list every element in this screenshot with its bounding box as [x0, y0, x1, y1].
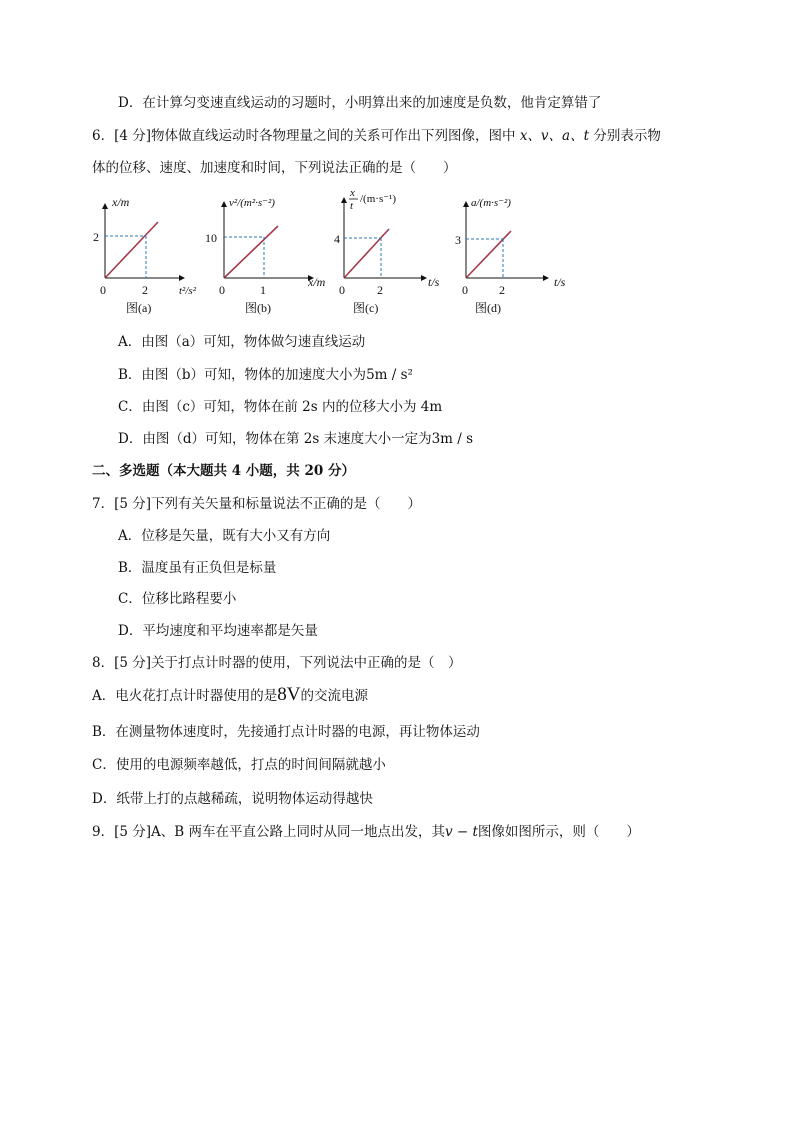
q6-stem-pre: 6．[4 分]物体做直线运动时各物理量之间的关系可作出下列图像，图中	[92, 128, 516, 144]
figure-b-xtick: 1	[260, 283, 266, 297]
figure-a-origin: 0	[100, 283, 106, 297]
q5-option-d: D．在计算匀变速直线运动的习题时，小明算出来的加速度是负数，他肯定算错了	[118, 95, 602, 111]
q8-option-a-post: 的交流电源	[300, 688, 368, 704]
figure-c-origin: 0	[339, 283, 345, 297]
figure-b	[205, 197, 326, 315]
q6-option-b-text: B．由图（b）可知，物体的加速度大小为	[118, 367, 367, 383]
figure-c-xtick: 2	[377, 283, 383, 297]
figure-a-xtick: 2	[142, 283, 148, 297]
figure-c-ylabel-num: x	[350, 187, 355, 199]
q6-option-d	[118, 430, 473, 448]
figure-b-xlabel: x/m	[308, 275, 326, 289]
figure-b-ylabel: v²/(m²·s⁻²)	[229, 197, 275, 209]
figure-c	[334, 187, 440, 315]
q7-option-b: B．温度虽有正负但是标量	[118, 560, 277, 576]
figure-c-ylabel: /(m·s⁻¹)	[360, 193, 396, 205]
q8-option-c: C．使用的电源频率越低，打点的时间间隔就越小	[92, 757, 386, 773]
figure-d-xlabel: t/s	[554, 275, 566, 289]
q6-option-c: C．由图（c）可知，物体在前 2s 内的位移大小为 4m	[118, 399, 443, 415]
figure-a-line	[105, 222, 158, 278]
q6-stem-post: 分别表示物	[593, 128, 661, 144]
figure-d-xtick: 2	[499, 283, 505, 297]
q6-stem-vars: x、v、a、t	[519, 128, 590, 144]
q7-option-d: D．平均速度和平均速率都是矢量	[118, 623, 318, 639]
figure-c-ylabel-den: t	[350, 200, 354, 212]
section-title: 二、多选题（本大题共 4 小题，共 20 分）	[92, 463, 355, 479]
q9-stem-pre: 9．[5 分]A、B 两车在平直公路上同时从同一地点出发，其	[92, 824, 445, 840]
q6-option-d-text: D．由图（d）可知，物体在第 2s 末速度大小一定为	[118, 431, 432, 447]
q7-option-a: A．位移是矢量，既有大小又有方向	[118, 528, 331, 544]
figure-b-line	[224, 226, 278, 278]
q8-option-a-value: 8V	[277, 684, 301, 705]
figure-a-caption: 图(a)	[126, 301, 152, 315]
figure-a-xlabel: t²/s²	[179, 285, 196, 297]
q6-option-a: A．由图（a）可知，物体做匀速直线运动	[118, 334, 366, 350]
q9-stem	[92, 823, 640, 841]
q6-option-d-value: 3m / s	[431, 431, 474, 447]
figure-d	[455, 197, 566, 315]
q8-option-d: D．纸带上打的点越稀疏，说明物体运动得越快	[92, 791, 373, 807]
q9-stem-var: v − t	[444, 824, 478, 840]
q7-option-c: C．位移比路程要小	[118, 591, 237, 607]
q6-option-b	[118, 366, 413, 384]
figure-d-caption: 图(d)	[475, 301, 501, 315]
figure-b-caption: 图(b)	[245, 301, 271, 315]
figure-a	[93, 195, 197, 315]
q6-figures	[88, 186, 608, 324]
figure-b-origin: 0	[219, 283, 225, 297]
q7-stem: 7．[5 分]下列有关矢量和标量说法不正确的是（ ）	[92, 496, 422, 512]
figure-a-ytick: 2	[93, 230, 99, 244]
q8-option-a-pre: A．电火花打点计时器使用的是	[92, 688, 278, 704]
figure-c-caption: 图(c)	[353, 301, 379, 315]
figure-a-ylabel: x/m	[112, 195, 130, 209]
q6-stem-line1	[92, 127, 661, 145]
figure-d-line	[466, 231, 511, 278]
figure-c-ytick: 4	[334, 232, 340, 246]
figure-d-ylabel: a/(m·s⁻²)	[471, 197, 511, 209]
q8-option-a	[92, 686, 368, 705]
q8-stem: 8．[5 分]关于打点计时器的使用，下列说法中正确的是（ ）	[92, 655, 462, 671]
q6-option-b-value: 5m / s²	[366, 367, 413, 383]
q9-stem-post: 图像如图所示，则（ ）	[477, 824, 640, 840]
figure-d-ytick: 3	[455, 233, 461, 247]
figure-d-origin: 0	[462, 283, 468, 297]
q8-option-b: B．在测量物体速度时，先接通打点计时器的电源，再让物体运动	[92, 724, 480, 740]
figure-c-xlabel: t/s	[428, 275, 440, 289]
figure-c-line	[344, 229, 389, 278]
figure-b-ytick: 10	[205, 231, 217, 245]
q6-stem-line2: 体的位移、速度、加速度和时间，下列说法正确的是（ ）	[92, 160, 457, 176]
